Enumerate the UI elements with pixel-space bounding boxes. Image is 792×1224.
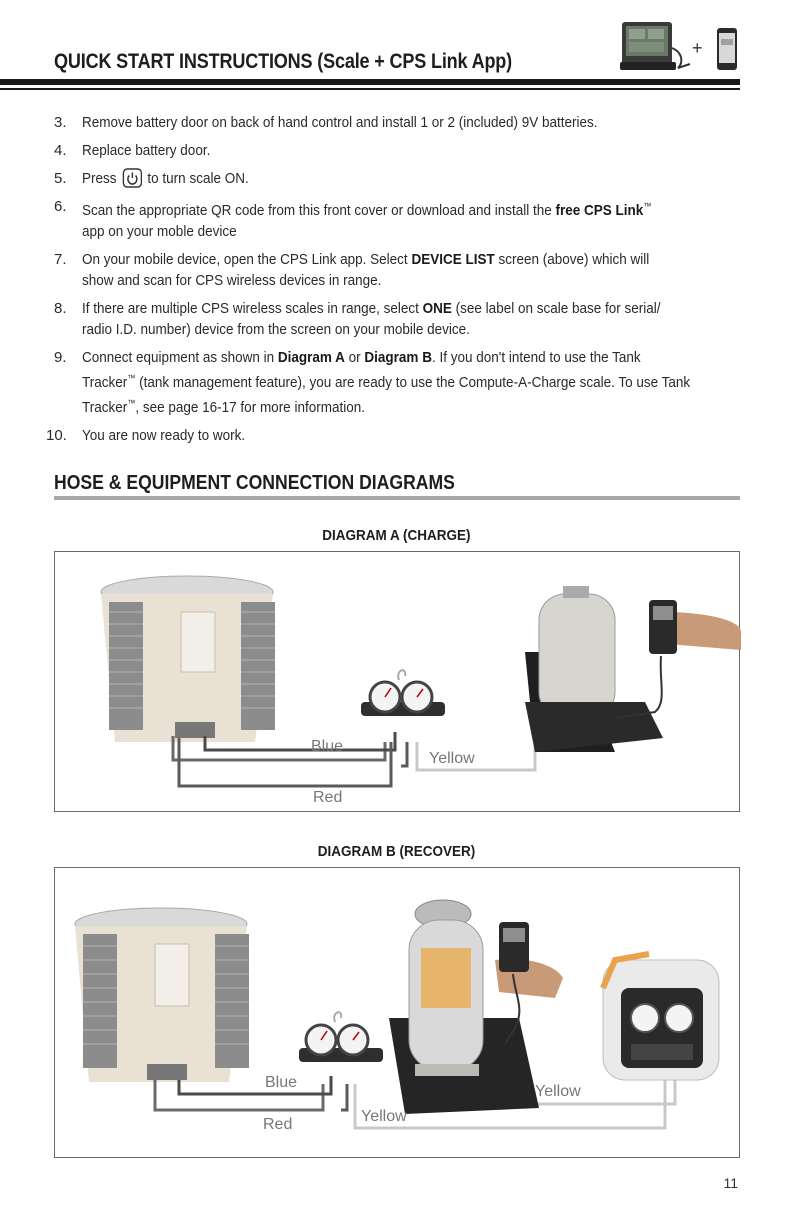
step-item: 9. Connect equipment as shown in Diagram A or Diagram B. If you don't intend to use the Tank Tracker™ (tank management feature), you are ready to use the Compute-A-Charge scale. To use Tank Tracker™, see page 16-17 for more information. [54, 349, 691, 416]
recovery-machine-image [603, 954, 719, 1080]
plus-sign: + [692, 38, 703, 58]
power-button-icon [122, 168, 142, 188]
yellow-hose-label-top: Yellow [535, 1083, 581, 1100]
condenser-unit-image [101, 576, 275, 742]
red-hose-label: Red [313, 789, 343, 806]
scale-case-icon [620, 18, 692, 74]
section-rule [54, 496, 740, 500]
phone-icon [716, 27, 738, 71]
section-title: HOSE & EQUIPMENT CONNECTION DIAGRAMS [54, 472, 455, 494]
diagram-a-illustration [55, 552, 741, 813]
manifold-gauges-image [299, 1012, 383, 1062]
page-number: 11 [723, 1175, 738, 1191]
yellow-hose-label-bottom: Yellow [361, 1108, 407, 1125]
header-rule-thin [0, 88, 740, 90]
red-hose-label: Red [263, 1116, 293, 1133]
diagram-b [54, 867, 740, 1158]
header-rule-thick [0, 79, 740, 85]
diagram-a-title: DIAGRAM A (CHARGE) [321, 527, 471, 544]
refrigerant-tank-on-scale-image [525, 586, 663, 752]
step-item: 6. Scan the appropriate QR code from this front cover or download and install the free CPS Link™ app on your moble device [54, 198, 652, 240]
hand-control-image [615, 600, 741, 718]
blue-hose-label: Blue [265, 1074, 298, 1091]
manifold-gauges-image [361, 670, 445, 716]
step-item: 4. Replace battery door. [54, 142, 211, 159]
condenser-unit-image [75, 908, 249, 1082]
step-item: 8. If there are multiple CPS wireless scales in range, select ONE (see label on scale base for serial/ radio I.D. number) device from the screen on your mobile device. [54, 300, 661, 338]
step-item: 3. Remove battery door on back of hand control and install 1 or 2 (included) 9V batteries. [54, 114, 598, 131]
step-item: 5. Press to turn scale ON. [54, 168, 744, 189]
step-item: 10. You are now ready to work. [46, 427, 246, 444]
blue-hose-label: Blue [311, 738, 344, 755]
diagram-a [54, 551, 740, 812]
yellow-hose-label: Yellow [429, 750, 475, 767]
step-item: 7. On your mobile device, open the CPS Link app. Select DEVICE LIST screen (above) which will show and scan for CPS wireless devices in range. [54, 251, 650, 289]
instruction-steps [46, 112, 744, 453]
diagram-b-title: DIAGRAM B (RECOVER) [317, 843, 475, 860]
page-title: QUICK START INSTRUCTIONS (Scale + CPS Link App) [54, 50, 513, 73]
